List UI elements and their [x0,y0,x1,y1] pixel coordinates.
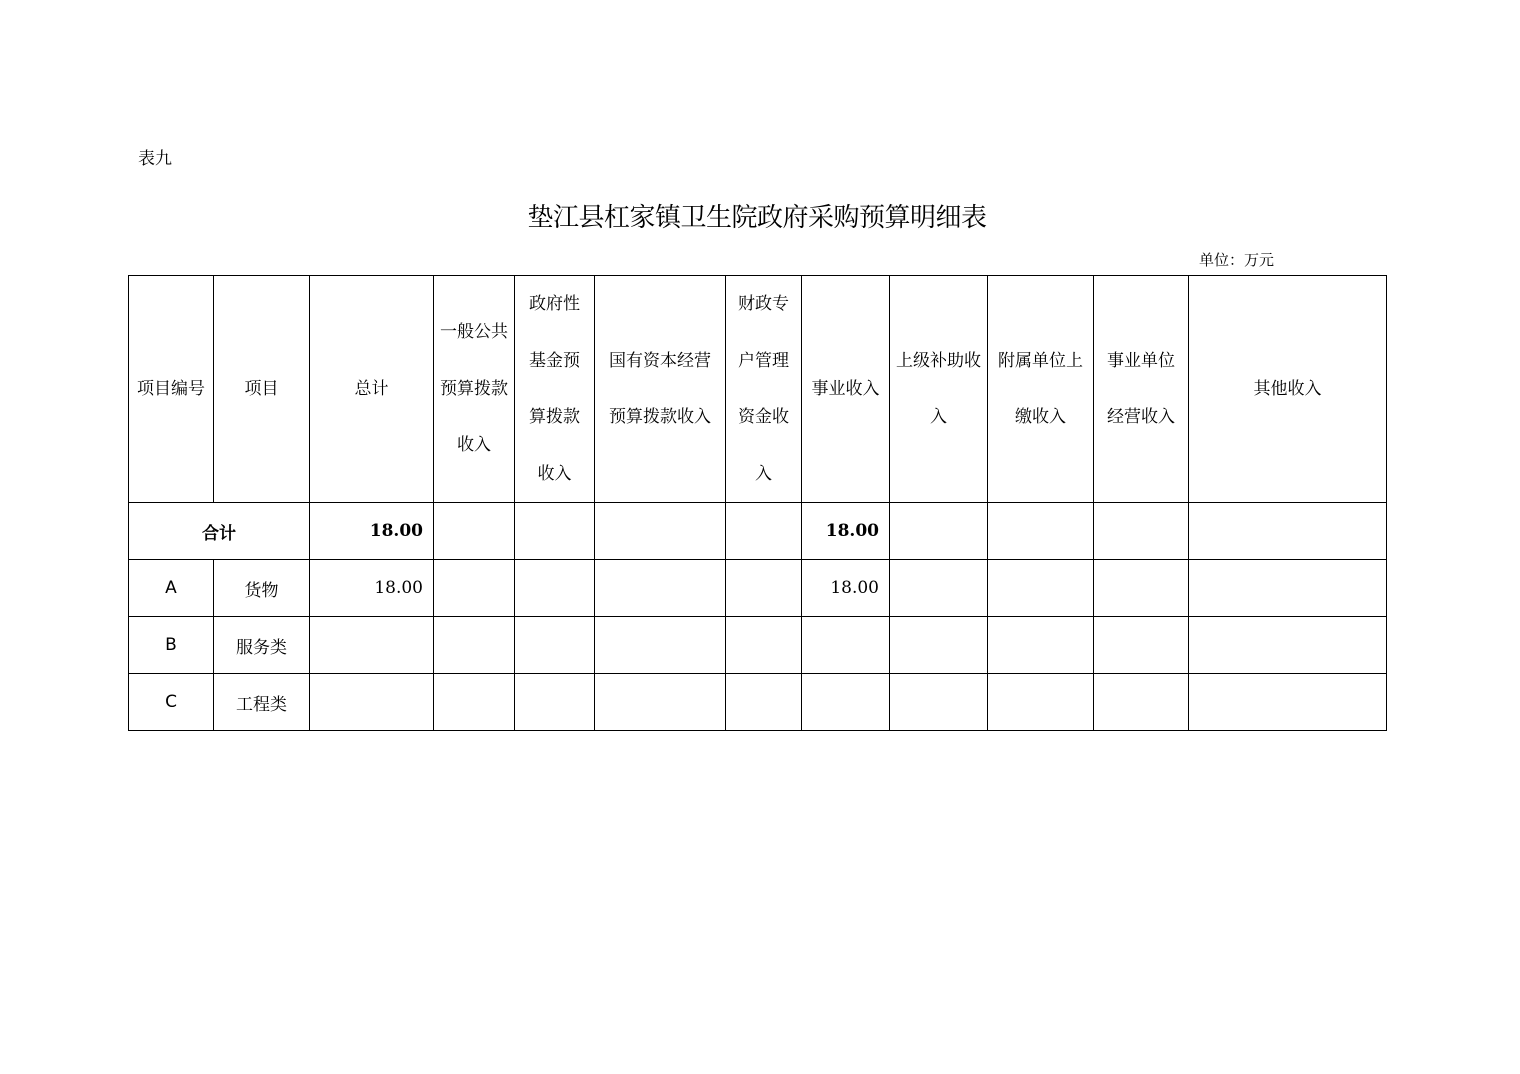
total-row-label: 合计 [129,503,310,560]
header-code: 项目编号 [129,276,214,503]
document-title: 垫江县杠家镇卫生院政府采购预算明细表 [527,203,987,233]
table-cell [515,617,595,674]
table-cell [515,560,595,617]
header-gov-fund-budget: 政府性基金预算拨款收入 [515,276,595,503]
table-cell [595,503,726,560]
table-cell [1189,674,1387,731]
header-business-income: 事业收入 [802,276,890,503]
table-cell [515,674,595,731]
row-business-income [802,674,890,731]
row-total: 18.00 [310,560,434,617]
row-total [310,617,434,674]
table-cell [1189,617,1387,674]
table-cell [1094,617,1189,674]
table-cell [726,617,802,674]
header-affiliated-unit-turnover: 附属单位上缴收入 [988,276,1094,503]
header-other-income: 其他收入 [1189,276,1387,503]
table-cell [988,674,1094,731]
total-row [129,503,1387,560]
row-business-income [802,617,890,674]
table-cell [434,674,515,731]
table-cell [726,560,802,617]
total-row-business-income: 18.00 [802,503,890,560]
total-row-total: 18.00 [310,503,434,560]
table-cell [890,503,988,560]
table-cell [988,560,1094,617]
table-cell [890,617,988,674]
header-state-capital-budget: 国有资本经营预算拨款收入 [595,276,726,503]
table-cell [890,560,988,617]
table-cell [1189,560,1387,617]
table-row [129,617,1387,674]
table-cell [434,503,515,560]
header-total: 总计 [310,276,434,503]
header-business-unit-operating: 事业单位经营收入 [1094,276,1189,503]
row-item: 服务类 [214,617,310,674]
table-cell [1094,560,1189,617]
header-general-public-budget: 一般公共预算拨款收入 [434,276,515,503]
header-higher-level-subsidy: 上级补助收入 [890,276,988,503]
row-item: 货物 [214,560,310,617]
table-cell [434,617,515,674]
row-code: A [129,560,214,617]
table-cell [595,560,726,617]
table-cell [515,503,595,560]
procurement-budget-table [128,275,1387,731]
table-cell [726,503,802,560]
row-item: 工程类 [214,674,310,731]
table-header-row [129,276,1387,503]
row-total [310,674,434,731]
unit-label: 单位：万元 [1199,251,1275,269]
row-code: B [129,617,214,674]
table-row [129,560,1387,617]
table-cell [988,617,1094,674]
table-cell [1094,503,1189,560]
table-cell [434,560,515,617]
header-item: 项目 [214,276,310,503]
table-cell [890,674,988,731]
table-number-label: 表九 [138,149,172,169]
table-cell [1094,674,1189,731]
table-cell [595,617,726,674]
header-special-account-funds: 财政专户管理资金收入 [726,276,802,503]
table-cell [988,503,1094,560]
table-row [129,674,1387,731]
table-cell [595,674,726,731]
table-cell [1189,503,1387,560]
table-cell [726,674,802,731]
row-business-income: 18.00 [802,560,890,617]
row-code: C [129,674,214,731]
